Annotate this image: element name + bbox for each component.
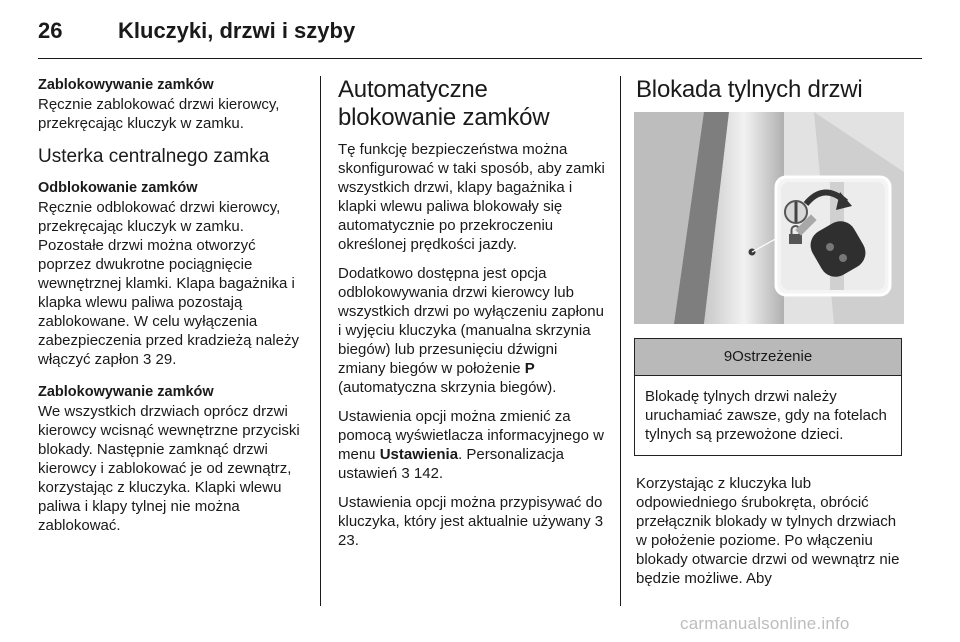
header-rule xyxy=(38,58,922,59)
paragraph-manual-lock: Ręcznie zablokować drzwi kierowcy, przekręcając kluczyk w zamku. xyxy=(38,96,280,132)
page-reference-23[interactable]: 3 23 xyxy=(338,513,604,549)
section-heading-central-lock-fault: Usterka centralnego zamka xyxy=(38,146,270,167)
chapter-title: Kluczyki, drzwi i szyby xyxy=(118,18,356,43)
warning-text: Blokadę tylnych drzwi należy uruchamiać zawsze, gdy na fotelach tylnych są przewożone dzieci. xyxy=(645,388,887,443)
page-reference-142[interactable]: 3 142 xyxy=(401,465,439,482)
page-header xyxy=(38,18,922,58)
warning-box xyxy=(634,338,902,456)
paragraph-auto-lock: Tę funkcję bezpieczeństwa można skonfigurować w taki sposób, aby zamki wszystkich drzwi, klapy bagażnika i klapki wlewu paliwa blokowały się automatycznie po przekroczeniu określonej prędkości jazdy. xyxy=(338,141,605,253)
child-lock-photo xyxy=(634,112,904,324)
gear-position-p: P xyxy=(524,360,535,377)
subheading-unlocking: Odblokowanie zamków xyxy=(38,180,198,196)
column-divider-2 xyxy=(620,76,621,606)
column-right xyxy=(636,76,904,598)
paragraph-settings: Ustawienia opcji można zmienić za pomocą wyświetlacza informacyjnego w menu Ustawienia. Personalizacja ustawień 3 142. xyxy=(338,408,604,482)
paragraph-manual-unlock: Ręcznie odblokować drzwi kierowcy, przekręcając kluczyk w zamku. Pozostałe drzwi można otworzyć poprzez dwukrotne pociągnięcie wewnętrznej klamki. Klapa bagażnika i klapka wlewu paliwa pozostają zablokowane. W celu wyłączenia zabezpieczenia przed kradzieżą należy włączyć zapłon 3 29. xyxy=(38,199,299,368)
page-number: 26 xyxy=(38,18,63,43)
subheading-locking: Zablokowywanie zamków xyxy=(38,77,214,93)
section-heading-auto-lock: Automatyczne blokowanie zamków xyxy=(338,76,550,131)
paragraph-auto-unlock: Dodatkowo dostępna jest opcja odblokowywania drzwi kierowcy lub wszystkich drzwi po wyłączeniu zapłonu i wyjęciu kluczyka (manualna skrzynia biegów) lub przesunięciu dźwigni zmiany biegów w położenie P (automatyczna skrzynia biegów). xyxy=(338,265,604,396)
paragraph-key-assign: Ustawienia opcji można przypisywać do kluczyka, który jest aktualnie używany 3 23. xyxy=(338,494,604,549)
section-heading-child-lock: Blokada tylnych drzwi xyxy=(636,76,863,103)
column-left xyxy=(38,76,306,545)
paragraph-lock-buttons: We wszystkich drzwiach oprócz drzwi kierowcy wcisnąć wewnętrzne przyciski blokady. Następnie zamknąć drzwi kierowcy i zablokować je od zewnątrz, korzystając z kluczyka. Klapki wlewu paliwa i klapy tylnej nie można zablokować. xyxy=(38,403,300,534)
subheading-locking-2: Zablokowywanie zamków xyxy=(38,384,214,400)
warning-title: 9Ostrzeżenie xyxy=(635,339,901,376)
watermark: carmanualsonline.info xyxy=(680,614,850,633)
column-middle xyxy=(338,76,606,560)
column-divider-1 xyxy=(320,76,321,606)
paragraph-child-lock-instructions: Korzystając z kluczyka lub odpowiedniego śrubokręta, obrócić przełącznik blokady w tylnych drzwiach w położenie poziome. Po włączeniu blokady otwarcie drzwi od wewnątrz nie będzie możliwe. Aby xyxy=(636,475,900,587)
page-reference-29[interactable]: 3 29 xyxy=(143,351,173,368)
menu-name-settings: Ustawienia xyxy=(379,446,459,463)
